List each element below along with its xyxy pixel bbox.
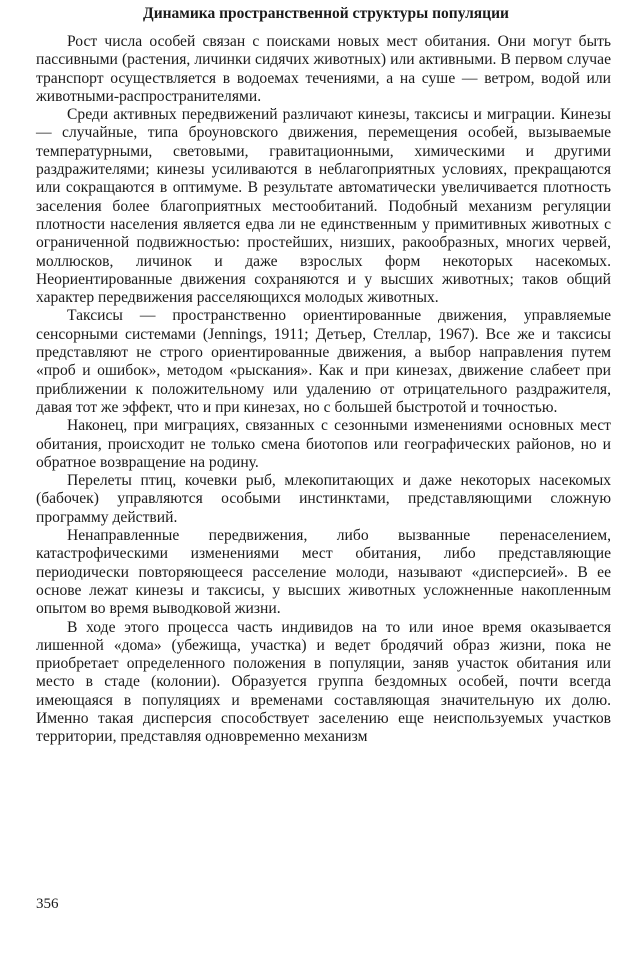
- section-title: Динамика пространственной структуры популяции: [143, 5, 509, 22]
- paragraph-dispersal-intro: Рост числа особей связан с поисками новых мест обитания. Они могут быть пассивными (растения, личинки сидячих животных) или активными. В первом случае транспорт осуществляется в водоемах течениями, а на суше — ветром, водой или животными-распространителями.: [36, 33, 611, 105]
- paragraph-migrations: Наконец, при миграциях, связанных с сезонными изменениями основных мест обитания, происходит не только смена биотопов или географических районов, но и обратное возвращение на родину.: [36, 417, 611, 471]
- paragraph-taxes: Таксисы — пространственно ориентированные движения, управляемые сенсорными системами (Jennings, 1911; Детьер, Стеллар, 1967). Все же и таксисы представляют не строго ориентированные движения, а выбор направления путем «проб и ошибок», методом «рыскания». Как и при кинезах, движение слабеет при приближении к положительному или удалению от отрицательного раздражителя, давая тот же эффект, что и при кинезах, но с большей быстротой и точностью.: [36, 307, 611, 416]
- paragraph-dispersion: Ненаправленные передвижения, либо вызванные перенаселением, катастрофическими изменениями мест обитания, либо представляющие периодически повторяющееся расселение молоди, называют «дисперсией». В ее основе лежат кинезы и таксисы, у высших животных усложненные накопленным опытом во время выводковой жизни.: [36, 527, 611, 618]
- body-text: [36, 33, 611, 747]
- paragraph-instincts: Перелеты птиц, кочевки рыб, млекопитающих и даже некоторых насекомых (бабочек) управляются особыми инстинктами, представляющими сложную программу действий.: [36, 472, 611, 526]
- paragraph-homeless-individuals: В ходе этого процесса часть индивидов на то или иное время оказывается лишенной «дома» (убежища, участка) и ведет бродячий образ жизни, пока не приобретает определенного положения в популяции, заняв участок обитания или место в стаде (колонии). Образуется группа бездомных особей, почти всегда имеющаяся в популяциях и временами составляющая значительную их долю. Именно такая дисперсия способствует заселению еще неиспользуемых участков территории, представляя одновременно механизм: [36, 618, 611, 746]
- page-number: 356: [36, 896, 59, 912]
- paragraph-kineses: Среди активных передвижений различают кинезы, таксисы и миграции. Кинезы — случайные, типа броуновского движения, перемещения особей, вызываемые температурными, световыми, гравитационными, химическими и другими раздражителями; кинезы усиливаются в неблагоприятных условиях, прекращаются или сокращаются в оптимуме. В результате автоматически увеличивается плотность заселения более благоприятных местообитаний. Подобный механизм регуляции плотности населения является едва ли не единственным у примитивных животных с ограниченной подвижностью: простейших, низших, ракообразных, многих червей, моллюсков, личинок и даже взрослых форм некоторых насекомых. Неориентированные движения сохраняются и у высших животных; таков общий характер передвижения расселяющихся молодых животных.: [36, 106, 611, 307]
